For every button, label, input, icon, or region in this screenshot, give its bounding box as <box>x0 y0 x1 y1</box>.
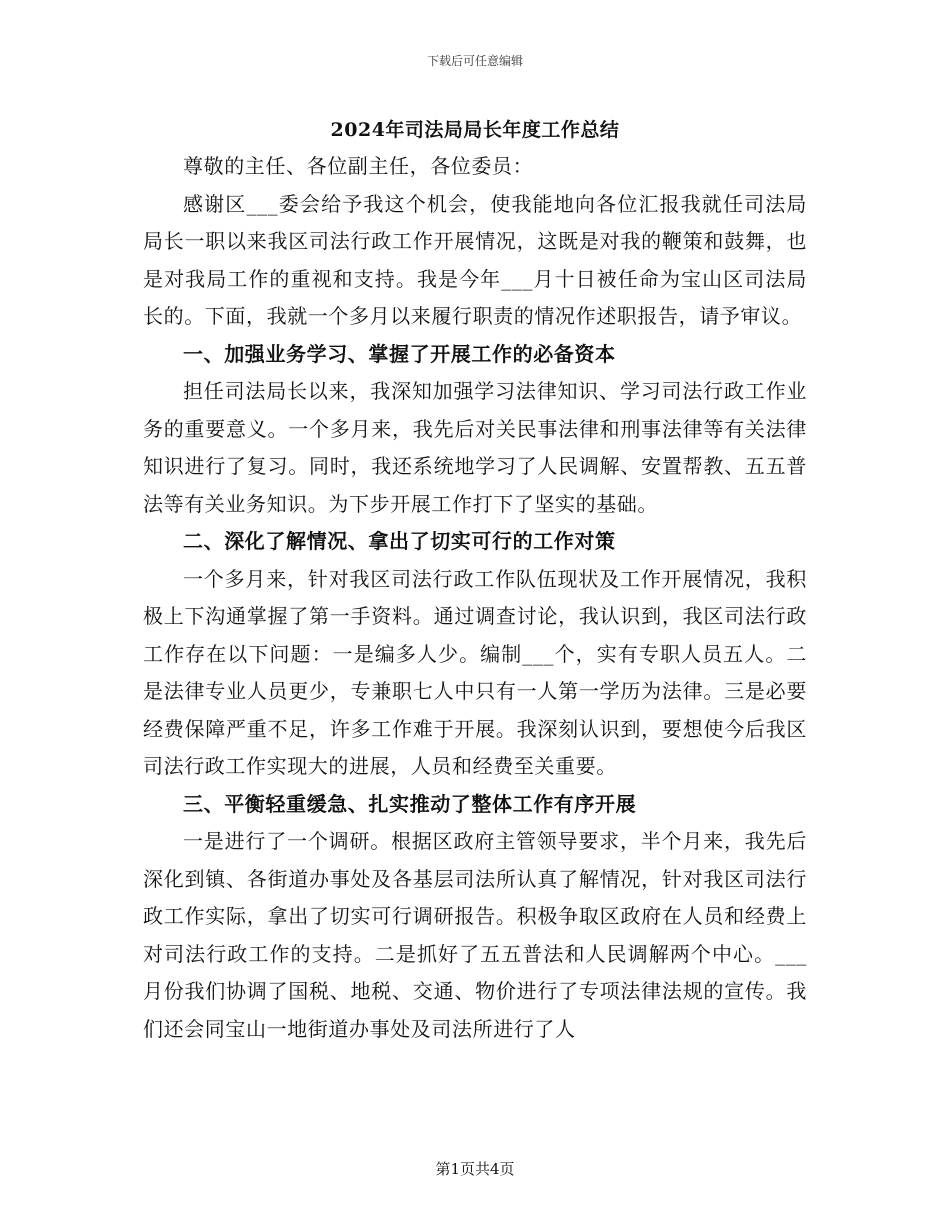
header-note: 下载后可任意编辑 <box>426 54 523 68</box>
document-title: 2024年司法局局长年度工作总结 <box>330 119 620 141</box>
intro-paragraph: 感谢区___委会给予我这个机会，使我能地向各位汇报我就任司法局局长一职以来我区司法行政工作开展情况，这既是对我的鞭策和鼓舞，也是对我局工作的重视和支持。我是今年___月十日被任命为宝山区司法局长的。下面，我就一个多月以来履行职责的情况作述职报告，请予审议。 <box>143 191 807 328</box>
section-paragraph-1: 担任司法局长以来，我深知加强学习法律知识、学习司法行政工作业务的重要意义。一个多月来，我先后对关民事法律和刑事法律等有关法律知识进行了复习。同时，我还系统地学习了人民调解、安置帮教、五五普法等有关业务知识。为下步开展工作打下了坚实的基础。 <box>143 379 807 516</box>
section-heading-2: 二、深化了解情况、拿出了切实可行的工作对策 <box>183 529 616 553</box>
document-body <box>143 148 807 1048</box>
section-paragraph-2: 一个多月来，针对我区司法行政工作队伍现状及工作开展情况，我积极上下沟通掌握了第一手资料。通过调查讨论，我认识到，我区司法行政工作存在以下问题：一是编多人少。编制___个，实有专职人员五人。二是法律专业人员更少，专兼职七人中只有一人第一学历为法律。三是必要经费保障严重不足，许多工作难于开展。我深刻认识到，要想使今后我区司法行政工作实现大的进展，人员和经费至关重要。 <box>143 566 807 778</box>
section-paragraph-3: 一是进行了一个调研。根据区政府主管领导要求，半个月来，我先后深化到镇、各街道办事处及各基层司法所认真了解情况，针对我区司法行政工作实际，拿出了切实可行调研报告。积极争取区政府在人员和经费上对司法行政工作的支持。二是抓好了五五普法和人民调解两个中心。___月份我们协调了国税、地税、交通、物价进行了专项法律法规的宣传。我们还会同宝山一地街道办事处及司法所进行了人 <box>143 829 807 1041</box>
salutation: 尊敬的主任、各位副主任，各位委员： <box>183 154 534 178</box>
page-number-footer: 第1页共4页 <box>435 1160 515 1178</box>
section-heading-3: 三、平衡轻重缓急、扎实推动了整体工作有序开展 <box>183 791 637 816</box>
section-heading-1: 一、加强业务学习、掌握了开展工作的必备资本 <box>183 341 616 366</box>
